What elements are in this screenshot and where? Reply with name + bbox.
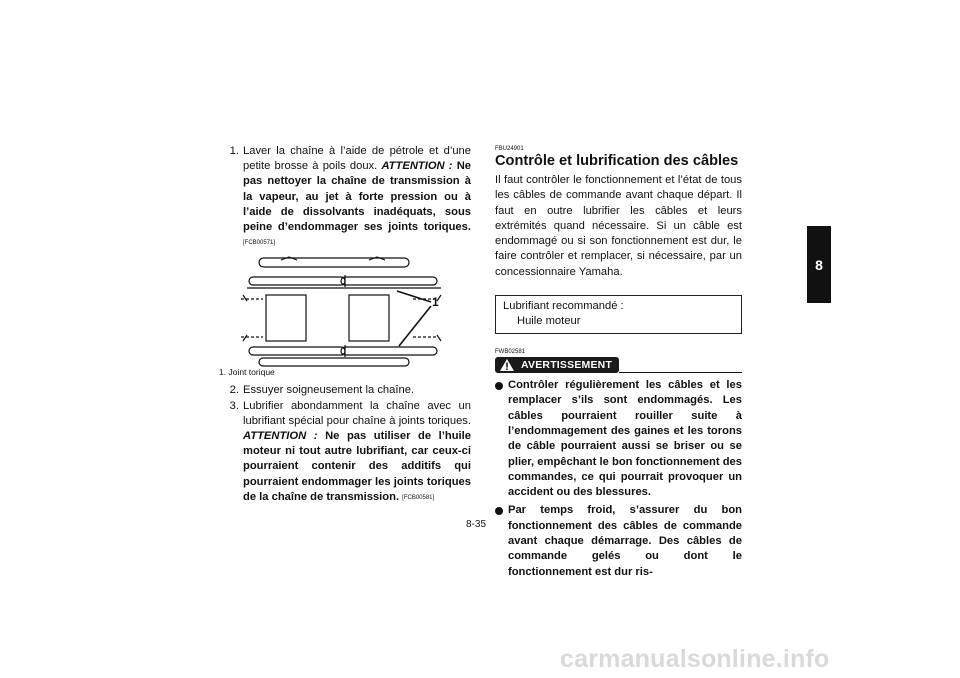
chain-illustration [219,255,471,367]
warning-rule [619,372,742,373]
step-text: Laver la chaîne à l’aide de pétrole et d’une petite brosse à poils doux. [243,145,471,173]
callout-number: 1 [432,295,439,310]
attention-label: ATTENTION : [381,160,453,173]
step-number: 3. [229,399,239,412]
attention-text: Ne pas utiliser de l’huile moteur ni tout autre lubrifiant, car ceux-ci pourraient contenir des additifs qui pourraient endommager les joints toriques de la chaîne de transmission. [243,430,471,503]
warning-label: AVERTISSEMENT [521,359,613,372]
step-3 [219,399,471,506]
step-1 [219,144,471,251]
warning-badge [495,357,619,373]
lubricant-label: Lubrifiant recommandé : [503,300,624,313]
caption-number: 1. [219,367,227,378]
attention-label: ATTENTION : [243,430,318,443]
bullet-text: Par temps froid, s’assurer du bon fonctionnement des câbles de commande avant chaque démarrage. Des câbles de commande gelés ou dont le fonctionnement est dur ris- [508,504,742,578]
figure-caption [219,367,471,377]
page-number: 8-35 [466,519,487,530]
step-number: 1. [229,145,239,157]
lubricant-value: Huile moteur [517,315,581,328]
chain-diagram-icon [219,255,471,367]
left-column [219,144,471,506]
section-heading: Contrôle et lubrification des câbles [495,153,739,169]
warning-reference-code: FWB02581 [495,349,526,356]
section-reference-code: FBU24901 [495,146,524,152]
step-number: 2. [229,384,239,397]
warning-bullet [495,503,742,579]
warning-header [495,357,742,375]
warning-triangle-icon [499,358,515,372]
reference-code: [FCB00581] [402,494,435,501]
step-text: Lubrifier abondamment la chaîne avec un lubrifiant spécial pour chaîne à joints toriques. [243,399,471,427]
watermark: carmanualsonline.info [560,645,830,673]
chapter-number: 8 [815,256,823,273]
step-2 [219,383,471,398]
bullet-dot-icon [495,382,503,390]
step-text: Essuyer soigneusement la chaîne. [243,384,415,397]
recommended-lubricant-box [495,295,742,334]
caption-text: Joint torique [228,367,275,378]
bullet-text: Contrôler régulièrement les câbles et les remplacer s’ils sont endommagés. Les câbles pourraient rouiller suite à l’endommagement des gaines et les torons de câble pourraient aussi se briser ou se plier, empêchant le bon fonctionnement des commandes, ce qui pourrait provoquer un accident ou des blessures. [508,379,742,499]
bullet-dot-icon [495,507,503,515]
reference-code: [FCB00571] [243,240,276,247]
attention-text: Ne pas nettoyer la chaîne de transmission à la vapeur, au jet à forte pression ou à l’aide de dissolvants inadéquats, sous peine d’endommager ses joints toriques. [243,160,472,234]
chapter-tab [807,226,831,303]
section-paragraph: Il faut contrôler le fonctionnement et l’état de tous les câbles de commande avant chaque départ. Il faut en outre lubrifier les câbles et leurs extrémités quand nécessaire. Si un câble est endommagé ou si son fonctionnement est dur, le faire contrôler et remplacer, si nécessaire, par un concessionnaire Yamaha. [495,174,742,278]
right-column [495,145,742,580]
warning-bullet [495,378,742,500]
